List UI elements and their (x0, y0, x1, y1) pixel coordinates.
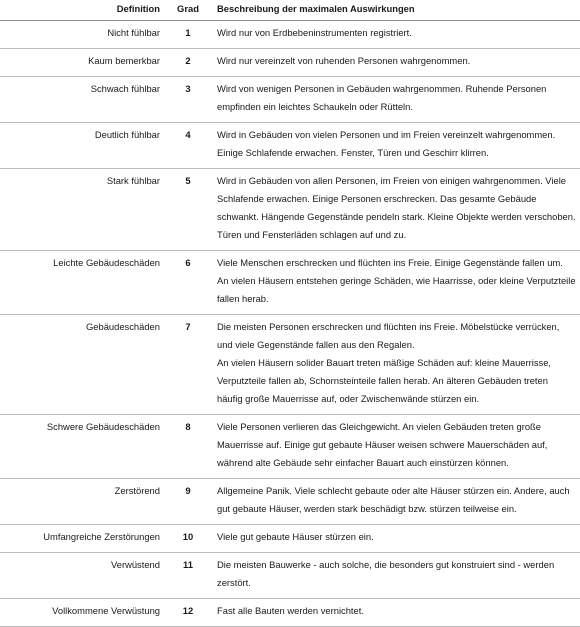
cell-description (210, 525, 580, 553)
cell-grad: 1 (166, 21, 210, 49)
description-paragraph: An vielen Häusern solider Bauart treten mäßige Schäden auf: kleine Mauerrisse, Verputzteile fallen ab, Schornsteinteile fallen herab. An älteren Gebäuden treten häufig große Mauerrisse auf, oder Zwischenwände stürzen ein. (217, 357, 552, 404)
table-row (0, 251, 580, 315)
description-paragraph: Die meisten Bauwerke - auch solche, die besonders gut konstruiert sind - werden zerstört. (217, 559, 555, 588)
cell-description (210, 415, 580, 479)
description-paragraph: Wird nur vereinzelt von ruhenden Personen wahrgenommen. (217, 55, 471, 66)
description-paragraph: Viele Menschen erschrecken und flüchten ins Freie. Einige Gegenstände fallen um. An vielen Häusern entstehen geringe Schäden, wie Haarrisse, oder kleine Verputzteile fallen herab. (217, 257, 576, 304)
description-paragraph: Wird nur von Erdbebeninstrumenten registriert. (217, 27, 412, 38)
description-paragraph: Allgemeine Panik. Viele schlecht gebaute oder alte Häuser stürzen ein. Andere, auch gut gebaute Häuser, werden stark beschädigt bzw. stürzen teilweise ein. (217, 485, 570, 514)
cell-grad: 10 (166, 525, 210, 553)
cell-grad: 12 (166, 599, 210, 627)
cell-description (210, 49, 580, 77)
table-header-row (0, 0, 580, 21)
column-header-grad: Grad (166, 0, 210, 21)
cell-definition: Zerstörend (0, 479, 166, 525)
table-row (0, 315, 580, 415)
description-paragraph: Viele gut gebaute Häuser stürzen ein. (217, 531, 374, 542)
cell-grad: 4 (166, 123, 210, 169)
table-row (0, 415, 580, 479)
table-row (0, 479, 580, 525)
description-paragraph: Viele Personen verlieren das Gleichgewicht. An vielen Gebäuden treten große Mauerrisse auf. Einige gut gebaute Häuser weisen schwere Mauerschäden auf, während alte Gebäude sehr einfacher Bauart auch einstürzen können. (217, 421, 548, 468)
cell-grad: 5 (166, 169, 210, 251)
cell-definition: Kaum bemerkbar (0, 49, 166, 77)
cell-grad: 3 (166, 77, 210, 123)
table-row (0, 21, 580, 49)
description-paragraph: Wird in Gebäuden von allen Personen, im Freien von einigen wahrgenommen. Viele Schlafende erwachen. Einige Personen erschrecken. Das gesamte Gebäude schwankt. Hängende Gegenstände pendeln stark. Kleine Objekte werden verschoben. Türen und Fensterläden schlagen auf und zu. (217, 175, 576, 240)
cell-definition: Leichte Gebäudeschäden (0, 251, 166, 315)
cell-grad: 9 (166, 479, 210, 525)
table-row (0, 123, 580, 169)
cell-grad: 6 (166, 251, 210, 315)
column-header-definition: Definition (0, 0, 166, 21)
description-paragraph: Fast alle Bauten werden vernichtet. (217, 605, 364, 616)
description-paragraph: Wird von wenigen Personen in Gebäuden wahrgenommen. Ruhende Personen empfinden ein leichtes Schaukeln oder Rütteln. (217, 83, 547, 112)
column-header-description: Beschreibung der maximalen Auswirkungen (210, 0, 580, 21)
cell-description (210, 123, 580, 169)
table-row (0, 77, 580, 123)
cell-definition: Schwere Gebäudeschäden (0, 415, 166, 479)
cell-definition: Schwach fühlbar (0, 77, 166, 123)
cell-description (210, 553, 580, 599)
cell-description (210, 315, 580, 415)
description-paragraph: Wird in Gebäuden von vielen Personen und im Freien vereinzelt wahrgenommen. Einige Schlafende erwachen. Fenster, Türen und Geschirr klirren. (217, 129, 556, 158)
cell-description (210, 599, 580, 627)
cell-grad: 11 (166, 553, 210, 599)
description-paragraph: Die meisten Personen erschrecken und flüchten ins Freie. Möbelstücke verrücken, und viele Gegenstände fallen aus den Regalen. (217, 321, 560, 350)
cell-description (210, 251, 580, 315)
table-row (0, 169, 580, 251)
cell-definition: Deutlich fühlbar (0, 123, 166, 169)
cell-description (210, 169, 580, 251)
table-row (0, 553, 580, 599)
cell-definition: Nicht fühlbar (0, 21, 166, 49)
cell-description (210, 21, 580, 49)
cell-definition: Gebäudeschäden (0, 315, 166, 415)
cell-definition: Vollkommene Verwüstung (0, 599, 166, 627)
table-row (0, 599, 580, 627)
cell-definition: Stark fühlbar (0, 169, 166, 251)
table-row (0, 525, 580, 553)
cell-description (210, 479, 580, 525)
cell-grad: 8 (166, 415, 210, 479)
table-row (0, 49, 580, 77)
cell-grad: 7 (166, 315, 210, 415)
cell-definition: Verwüstend (0, 553, 166, 599)
cell-grad: 2 (166, 49, 210, 77)
cell-description (210, 77, 580, 123)
cell-definition: Umfangreiche Zerstörungen (0, 525, 166, 553)
